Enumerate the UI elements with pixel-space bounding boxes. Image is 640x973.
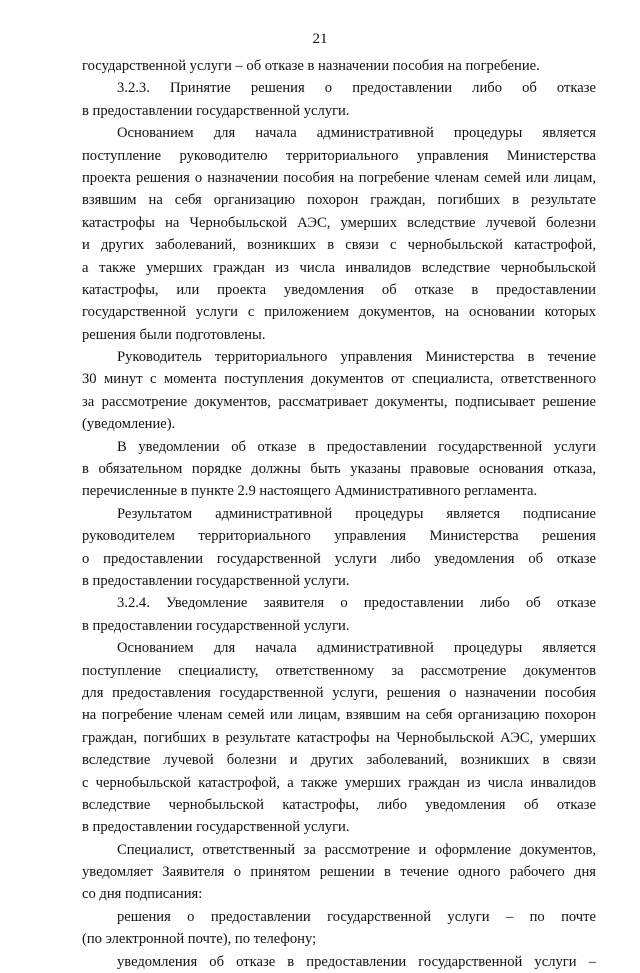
text-line: со дня подписания: (82, 886, 203, 903)
text-line: для предоставления государственной услуги, решения о назначении пособия (82, 684, 596, 701)
text-line: (по электронной почте), по телефону; (82, 931, 317, 948)
text-line: Руководитель территориального управления Министерства в течение (117, 349, 596, 366)
text-line: катастрофы на Чернобыльской АЭС, умерших вследствие лучевой болезни (82, 214, 596, 231)
text-line: руководителем территориального управления Министерства решения (82, 528, 596, 545)
text-line: поступление специалисту, ответственному за рассмотрение документов (82, 662, 596, 679)
text-line: Специалист, ответственный за рассмотрение и оформление документов, (117, 841, 596, 858)
text-line: государственной услуги с приложением документов, на основании которых (82, 304, 596, 321)
text-line: в обязательном порядке должны быть указаны правовые основания отказа, (82, 461, 596, 478)
text-line: за рассмотрение документов, рассматривает документы, подписывает решение (82, 393, 596, 410)
text-line: 3.2.3. Принятие решения о предоставлении либо об отказе (117, 80, 596, 97)
text-line: взявшим на себя организацию похорон граждан, погибших в результате (82, 192, 596, 209)
text-line: Основанием для начала административной процедуры является (117, 640, 596, 657)
text-line: поступление руководителю территориального управления Министерства (82, 147, 596, 164)
text-line: катастрофы, или проекта уведомления об отказе в предоставлении (82, 281, 596, 298)
text-line: и других заболеваний, возникших в связи с чернобыльской катастрофой, (82, 237, 596, 254)
text-line: с чернобыльской катастрофой, а также умерших граждан из числа инвалидов (82, 774, 596, 791)
text-line: вследствие чернобыльской катастрофы, либо уведомления об отказе (82, 796, 596, 813)
text-line: В уведомлении об отказе в предоставлении государственной услуги (117, 438, 596, 455)
text-line: (уведомление). (82, 416, 176, 433)
text-line: проекта решения о назначении пособия на погребение членам семей или лицам, (82, 169, 596, 186)
text-line: о предоставлении государственной услуги либо уведомления об отказе (82, 550, 596, 567)
text-line: а также умерших граждан из числа инвалидов вследствие чернобыльской (82, 259, 596, 276)
text-line: в предоставлении государственной услуги. (82, 617, 350, 634)
text-line: Основанием для начала административной процедуры является (117, 125, 596, 142)
text-line: решения о предоставлении государственной услуги – по почте (117, 908, 596, 925)
text-line: вследствие лучевой болезни и других заболеваний, возникших в связи (82, 752, 596, 769)
text-line: уведомляет Заявителя о принятом решении в течение одного рабочего дня (82, 864, 596, 881)
text-line: в предоставлении государственной услуги. (82, 102, 350, 119)
text-line: граждан, погибших в результате катастрофы на Чернобыльской АЭС, умерших (82, 729, 596, 746)
document-body (82, 55, 596, 973)
text-line: на погребение членам семей или лицам, взявшим на себя организацию похорон (82, 707, 596, 724)
text-line: государственной услуги – об отказе в назначении пособия на погребение. (82, 58, 540, 74)
text-line: 3.2.4. Уведомление заявителя о предоставлении либо об отказе (117, 595, 596, 612)
text-line: перечисленные в пункте 2.9 настоящего Административного регламента. (82, 483, 538, 500)
text-line: решения были подготовлены. (82, 326, 266, 343)
page-number: 21 (312, 31, 328, 47)
text-line: в предоставлении государственной услуги. (82, 572, 350, 589)
text-line: в предоставлении государственной услуги. (82, 819, 350, 836)
text-line: уведомления об отказе в предоставлении государственной услуги – (117, 953, 596, 970)
text-line: Результатом административной процедуры является подписание (117, 505, 596, 522)
text-line: 30 минут с момента поступления документов от специалиста, ответственного (82, 371, 596, 388)
